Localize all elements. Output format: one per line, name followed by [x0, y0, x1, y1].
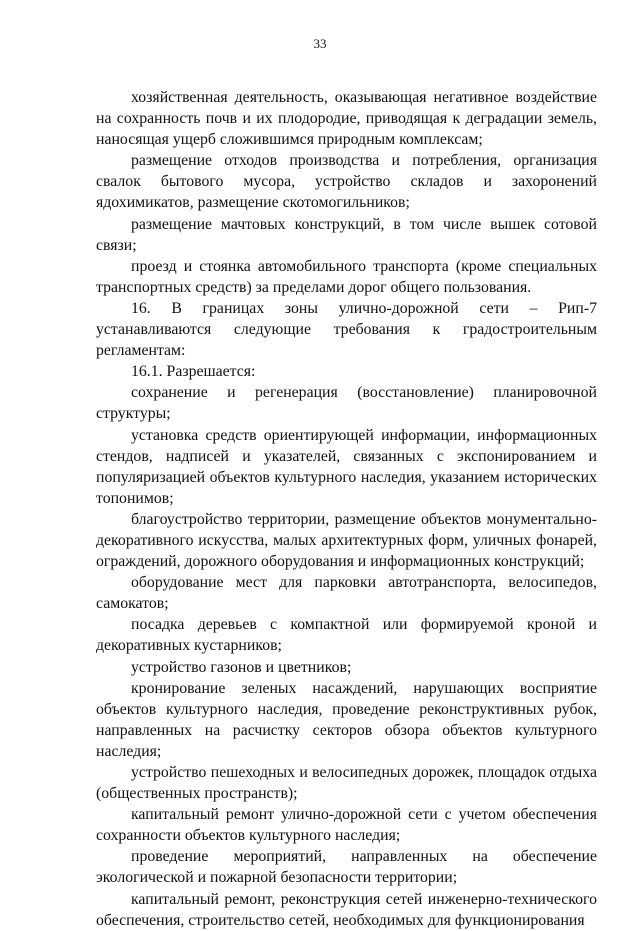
body-text — [96, 87, 597, 931]
paragraph-2: размещение отходов производства и потребления, организация свалок бытового мусора, устройство складов и захоронений ядохимикатов, размещение скотомогильников; — [96, 152, 597, 212]
page-number: 33 — [313, 36, 327, 51]
paragraph-9: благоустройство территории, размещение объектов монументально-декоративного искусства, малых архитектурных форм, уличных фонарей, ограждений, дорожного оборудования и информационных конструкций; — [96, 510, 597, 571]
paragraph-7: сохранение и регенерация (восстановление) планировочной структуры; — [96, 384, 597, 423]
paragraph-17: капитальный ремонт, реконструкция сетей инженерно-технического обеспечения, строительство сетей, необходимых для функционирования — [96, 890, 597, 929]
paragraph-14: устройство пешеходных и велосипедных дорожек, площадок отдыха (общественных пространств); — [96, 764, 597, 803]
paragraph-10: оборудование мест для парковки автотранспорта, велосипедов, самокатов; — [96, 574, 597, 613]
paragraph-4: проезд и стоянка автомобильного транспорта (кроме специальных транспортных средств) за пределами дорог общего пользования. — [96, 257, 597, 296]
paragraph-1: хозяйственная деятельность, оказывающая негативное воздействие на сохранность почв и их плодородие, приводящая к деградации земель, наносящая ущерб сложившимся природным комплексам; — [96, 89, 597, 149]
paragraph-3: размещение мачтовых конструкций, в том числе вышек сотовой связи; — [96, 215, 597, 254]
paragraph-13: кронирование зеленых насаждений, нарушающих восприятие объектов культурного наследия, проведение реконструктивных рубок, направленных на расчистку секторов обзора объектов культурного наследия; — [96, 679, 597, 760]
paragraph-8: установка средств ориентирующей информации, информационных стендов, надписей и указателей, связанных с экспонированием и популяризацией объектов культурного наследия, указанием исторических топонимов; — [96, 426, 597, 507]
paragraph-16: проведение мероприятий, направленных на обеспечение экологической и пожарной безопасности территории; — [96, 848, 597, 887]
paragraph-11: посадка деревьев с компактной или формируемой кроной и декоративных кустарников; — [96, 616, 597, 655]
paragraph-12: устройство газонов и цветников; — [131, 658, 352, 676]
paragraph-15: капитальный ремонт улично-дорожной сети с учетом обеспечения сохранности объектов культурного наследия; — [96, 806, 597, 845]
paragraph-5: 16. В границах зоны улично-дорожной сети – Рип-7 устанавливаются следующие требования к градостроительным регламентам: — [96, 299, 597, 360]
paragraph-6: 16.1. Разрешается: — [131, 363, 256, 381]
